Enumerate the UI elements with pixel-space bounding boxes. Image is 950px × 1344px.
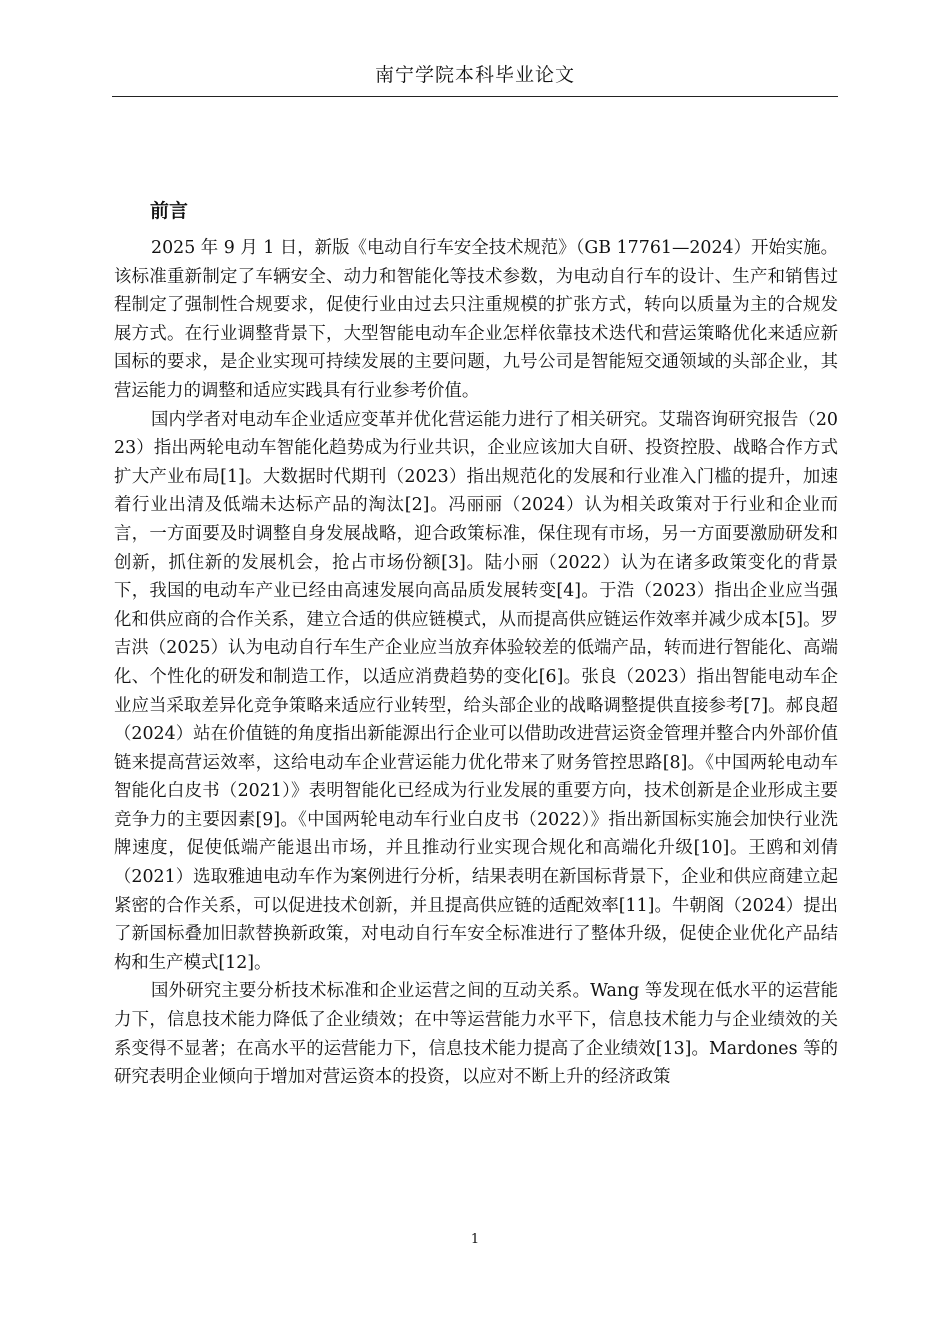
paragraph: 国外研究主要分析技术标准和企业运营之间的互动关系。Wang 等发现在低水平的运营能力下，信息技术能力降低了企业绩效；在中等运营能力水平下，信息技术能力与企业绩效的关系变得不显著；在高水平的运营能力下，信息技术能力提高了企业绩效[13]。Mardones 等的研究表明企业倾向于增加对营运资本的投资，以应对不断上升的经济政策 <box>114 981 838 1088</box>
section-title: 前言 <box>150 200 189 222</box>
header-divider <box>112 96 838 97</box>
body-text <box>114 234 838 1092</box>
page-number: 1 <box>470 1232 480 1247</box>
page-header: 南宁学院本科毕业论文 <box>374 64 575 86</box>
paragraph: 2025 年 9 月 1 日，新版《电动自行车安全技术规范》（GB 17761—2024）开始实施。该标准重新制定了车辆安全、动力和智能化等技术参数，为电动自行车的设计、生产和销售过程制定了强制性合规要求，促使行业由过去只注重规模的扩张方式，转向以质量为主的合规发展方式。在行业调整背景下，大型智能电动车企业怎样依靠技术迭代和营运策略优化来适应新国标的要求，是企业实现可持续发展的主要问题，九号公司是智能短交通领域的头部企业，其营运能力的调整和适应实践具有行业参考价值。 <box>114 238 838 401</box>
paragraph: 国内学者对电动车企业适应变革并优化营运能力进行了相关研究。艾瑞咨询研究报告（2023）指出两轮电动车智能化趋势成为行业共识，企业应该加大自研、投资控股、战略合作方式扩大产业布局[1]。大数据时代期刊（2023）指出规范化的发展和行业准入门槛的提升，加速着行业出清及低端未达标产品的淘汰[2]。冯丽丽（2024）认为相关政策对于行业和企业而言，一方面要及时调整自身发展战略，迎合政策标准，保住现有市场，另一方面要激励研发和创新，抓住新的发展机会，抢占市场份额[3]。陆小丽（2022）认为在诸多政策变化的背景下，我国的电动车产业已经由高速发展向高品质发展转变[4]。于浩（2023）指出企业应当强化和供应商的合作关系，建立合适的供应链模式，从而提高供应链运作效率并减少成本[5]。罗吉洪（2025）认为电动自行车生产企业应当放弃体验较差的低端产品，转而进行智能化、高端化、个性化的研发和制造工作，以适应消费趋势的变化[6]。张良（2023）指出智能电动车企业应当采取差异化竞争策略来适应行业转型，给头部企业的战略调整提供直接参考[7]。郝良超（2024）站在价值链的角度指出新能源出行企业可以借助改进营运资金管理并整合内外部价值链来提高营运效率，这给电动车企业营运能力优化带来了财务管控思路[8]。《中国两轮电动车智能化白皮书（2021）》表明智能化已经成为行业发展的重要方向，技术创新是企业形成主要竞争力的主要因素[9]。《中国两轮电动车行业白皮书（2022）》指出新国标实施会加快行业洗牌速度，促使低端产能退出市场，并且推动行业实现合规化和高端化升级[10]。王鸥和刘倩（2021）选取雅迪电动车作为案例进行分析，结果表明在新国标背景下，企业和供应商建立起紧密的合作关系，可以促进技术创新，并且提高供应链的适配效率[11]。牛朝阁（2024）提出了新国标叠加旧款替换新政策，对电动自行车安全标准进行了整体升级，促使企业优化产品结构和生产模式[12]。 <box>114 409 838 973</box>
